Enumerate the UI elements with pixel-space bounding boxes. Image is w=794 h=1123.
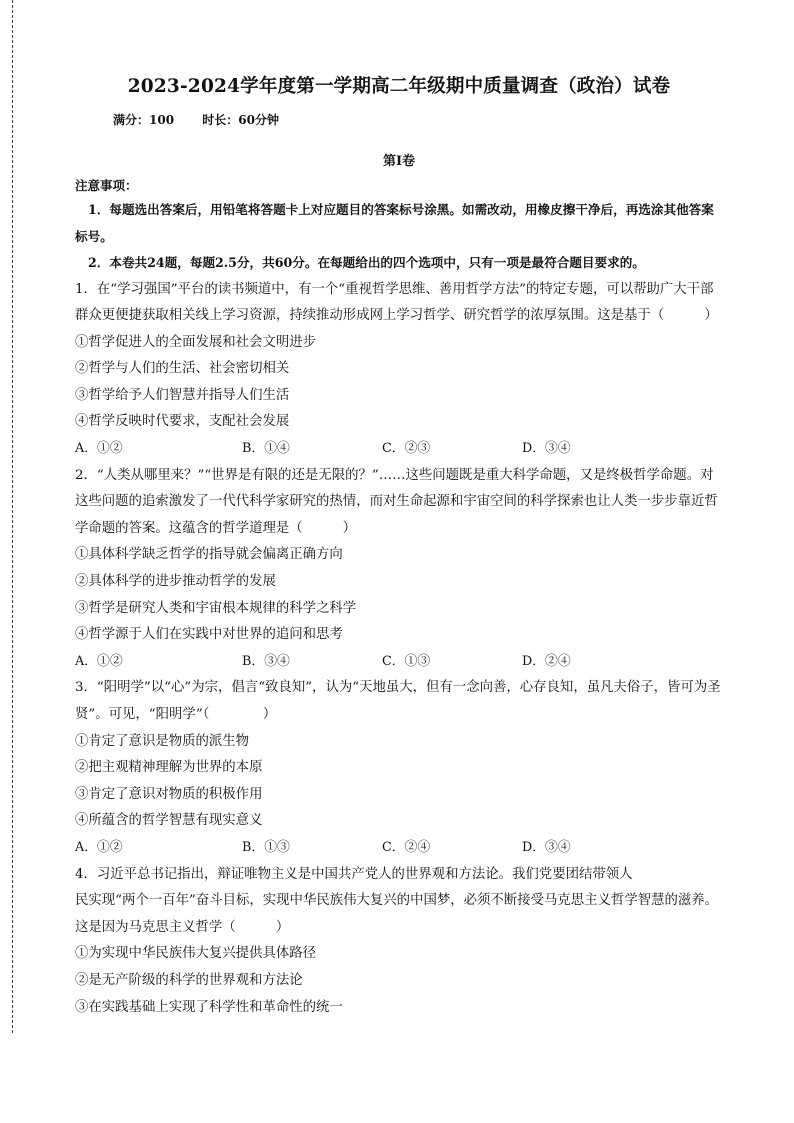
choice-b: B．①③ bbox=[242, 839, 290, 855]
choice-b: B．①④ bbox=[242, 441, 290, 457]
exam-meta bbox=[113, 111, 723, 129]
statement-option: ①肯定了意识是物质的派生物 bbox=[75, 733, 250, 749]
statement-option: ③肯定了意识对物质的积极作用 bbox=[75, 786, 263, 802]
answer-choices bbox=[75, 649, 723, 676]
statement-option: ①具体科学缺乏哲学的指导就会偏离正确方向 bbox=[75, 547, 343, 563]
statement-option: ③哲学给予人们智慧并指导人们生活 bbox=[75, 387, 290, 403]
statement-option: ②哲学与人们的生活、社会密切相关 bbox=[75, 361, 290, 377]
question-3 bbox=[75, 675, 723, 861]
choice-a: A．①② bbox=[75, 839, 123, 855]
statement-option: ②把主观精神理解为世界的本原 bbox=[75, 760, 263, 776]
answer-choices bbox=[75, 835, 723, 862]
choice-a: A．①② bbox=[75, 653, 123, 669]
statement-option: ①哲学促进人的全面发展和社会文明进步 bbox=[75, 334, 317, 350]
exam-title: 2023-2024学年度第一学期高二年级期中质量调查（政治）试卷 bbox=[127, 76, 671, 97]
statement-option: ①为实现中华民族伟大复兴提供具体路径 bbox=[75, 946, 317, 962]
notice-item: 2．本卷共24题，每题2.5分，共60分。在每题给出的四个选项中，只有一项是最符合题目要求的。 bbox=[88, 255, 645, 270]
question-1 bbox=[75, 277, 723, 463]
choice-c: C．①③ bbox=[382, 653, 431, 669]
statement-option: ③在实践基础上实现了科学性和革命性的统一 bbox=[75, 999, 343, 1015]
statement-option: ②是无产阶级的科学的世界观和方法论 bbox=[75, 972, 303, 988]
answer-choices bbox=[75, 436, 723, 463]
question-stem-line: 4．习近平总书记指出，辩证唯物主义是中国共产党人的世界观和方法论。我们党要团结带领人 bbox=[75, 866, 633, 882]
choice-d: D．②④ bbox=[522, 653, 571, 669]
choice-b: B．③④ bbox=[242, 653, 290, 669]
choice-c: C．②③ bbox=[382, 441, 431, 457]
statement-option: ④哲学反映时代要求，支配社会发展 bbox=[75, 414, 290, 430]
question-stem: 1．在“学习强国”平台的读书频道中，有一个“重视哲学思维、善用哲学方法”的特定专题，可以帮助广大干部群众更便捷获取相关线上学习资源，持续推动形成网上学习哲学、研究哲学的浓厚氛围。这是基于（ ） bbox=[75, 281, 718, 324]
question-stem: 3．“阳明学”以“心”为宗，倡言“致良知”，认为“天地虽大，但有一念向善，心存良知，虽凡夫俗子，皆可为圣贤”。可见，“阳明学”（ ） bbox=[75, 680, 721, 722]
question-4 bbox=[75, 862, 723, 1022]
choice-d: D．③④ bbox=[522, 441, 571, 457]
statement-option: ④所蕴含的哲学智慧有现实意义 bbox=[75, 813, 263, 829]
exam-page bbox=[75, 70, 723, 1021]
notice-heading: 注意事项： bbox=[75, 178, 138, 193]
statement-option: ②具体科学的进步推动哲学的发展 bbox=[75, 574, 276, 590]
statement-option: ④哲学源于人们在实践中对世界的追问和思考 bbox=[75, 627, 343, 643]
part-heading: 第Ⅰ卷 bbox=[382, 154, 416, 169]
choice-d: D．③④ bbox=[522, 839, 571, 855]
question-stem-line: 民实现“两个一百年”奋斗目标，实现中华民族伟大复兴的中国梦，必须不断接受马克思主义哲学智慧的滋养。这是因为马克思主义哲学（ ） bbox=[75, 893, 719, 935]
choice-a: A．①② bbox=[75, 441, 123, 457]
question-2 bbox=[75, 463, 723, 676]
full-score: 满分：100 bbox=[113, 113, 175, 127]
statement-option: ③哲学是研究人类和宇宙根本规律的科学之科学 bbox=[75, 600, 357, 616]
question-stem: 2．“人类从哪里来？”“世界是有限的还是无限的？”……这些问题既是重大科学命题，又是终极哲学命题。对这些问题的追索激发了一代代科学家研究的热情，而对生命起源和宇宙空间的科学探索也让人类一步步靠近哲学命题的答案。这蕴含的哲学道理是（ ） bbox=[75, 467, 718, 536]
notice-item: 1．每题选出答案后，用铅笔将答题卡上对应题目的答案标号涂黑。如需改动，用橡皮擦干净后，再选涂其他答案标号。 bbox=[75, 202, 714, 244]
duration: 时长：60分钟 bbox=[202, 113, 279, 127]
binding-margin-line bbox=[12, 0, 13, 1033]
choice-c: C．②④ bbox=[382, 839, 431, 855]
